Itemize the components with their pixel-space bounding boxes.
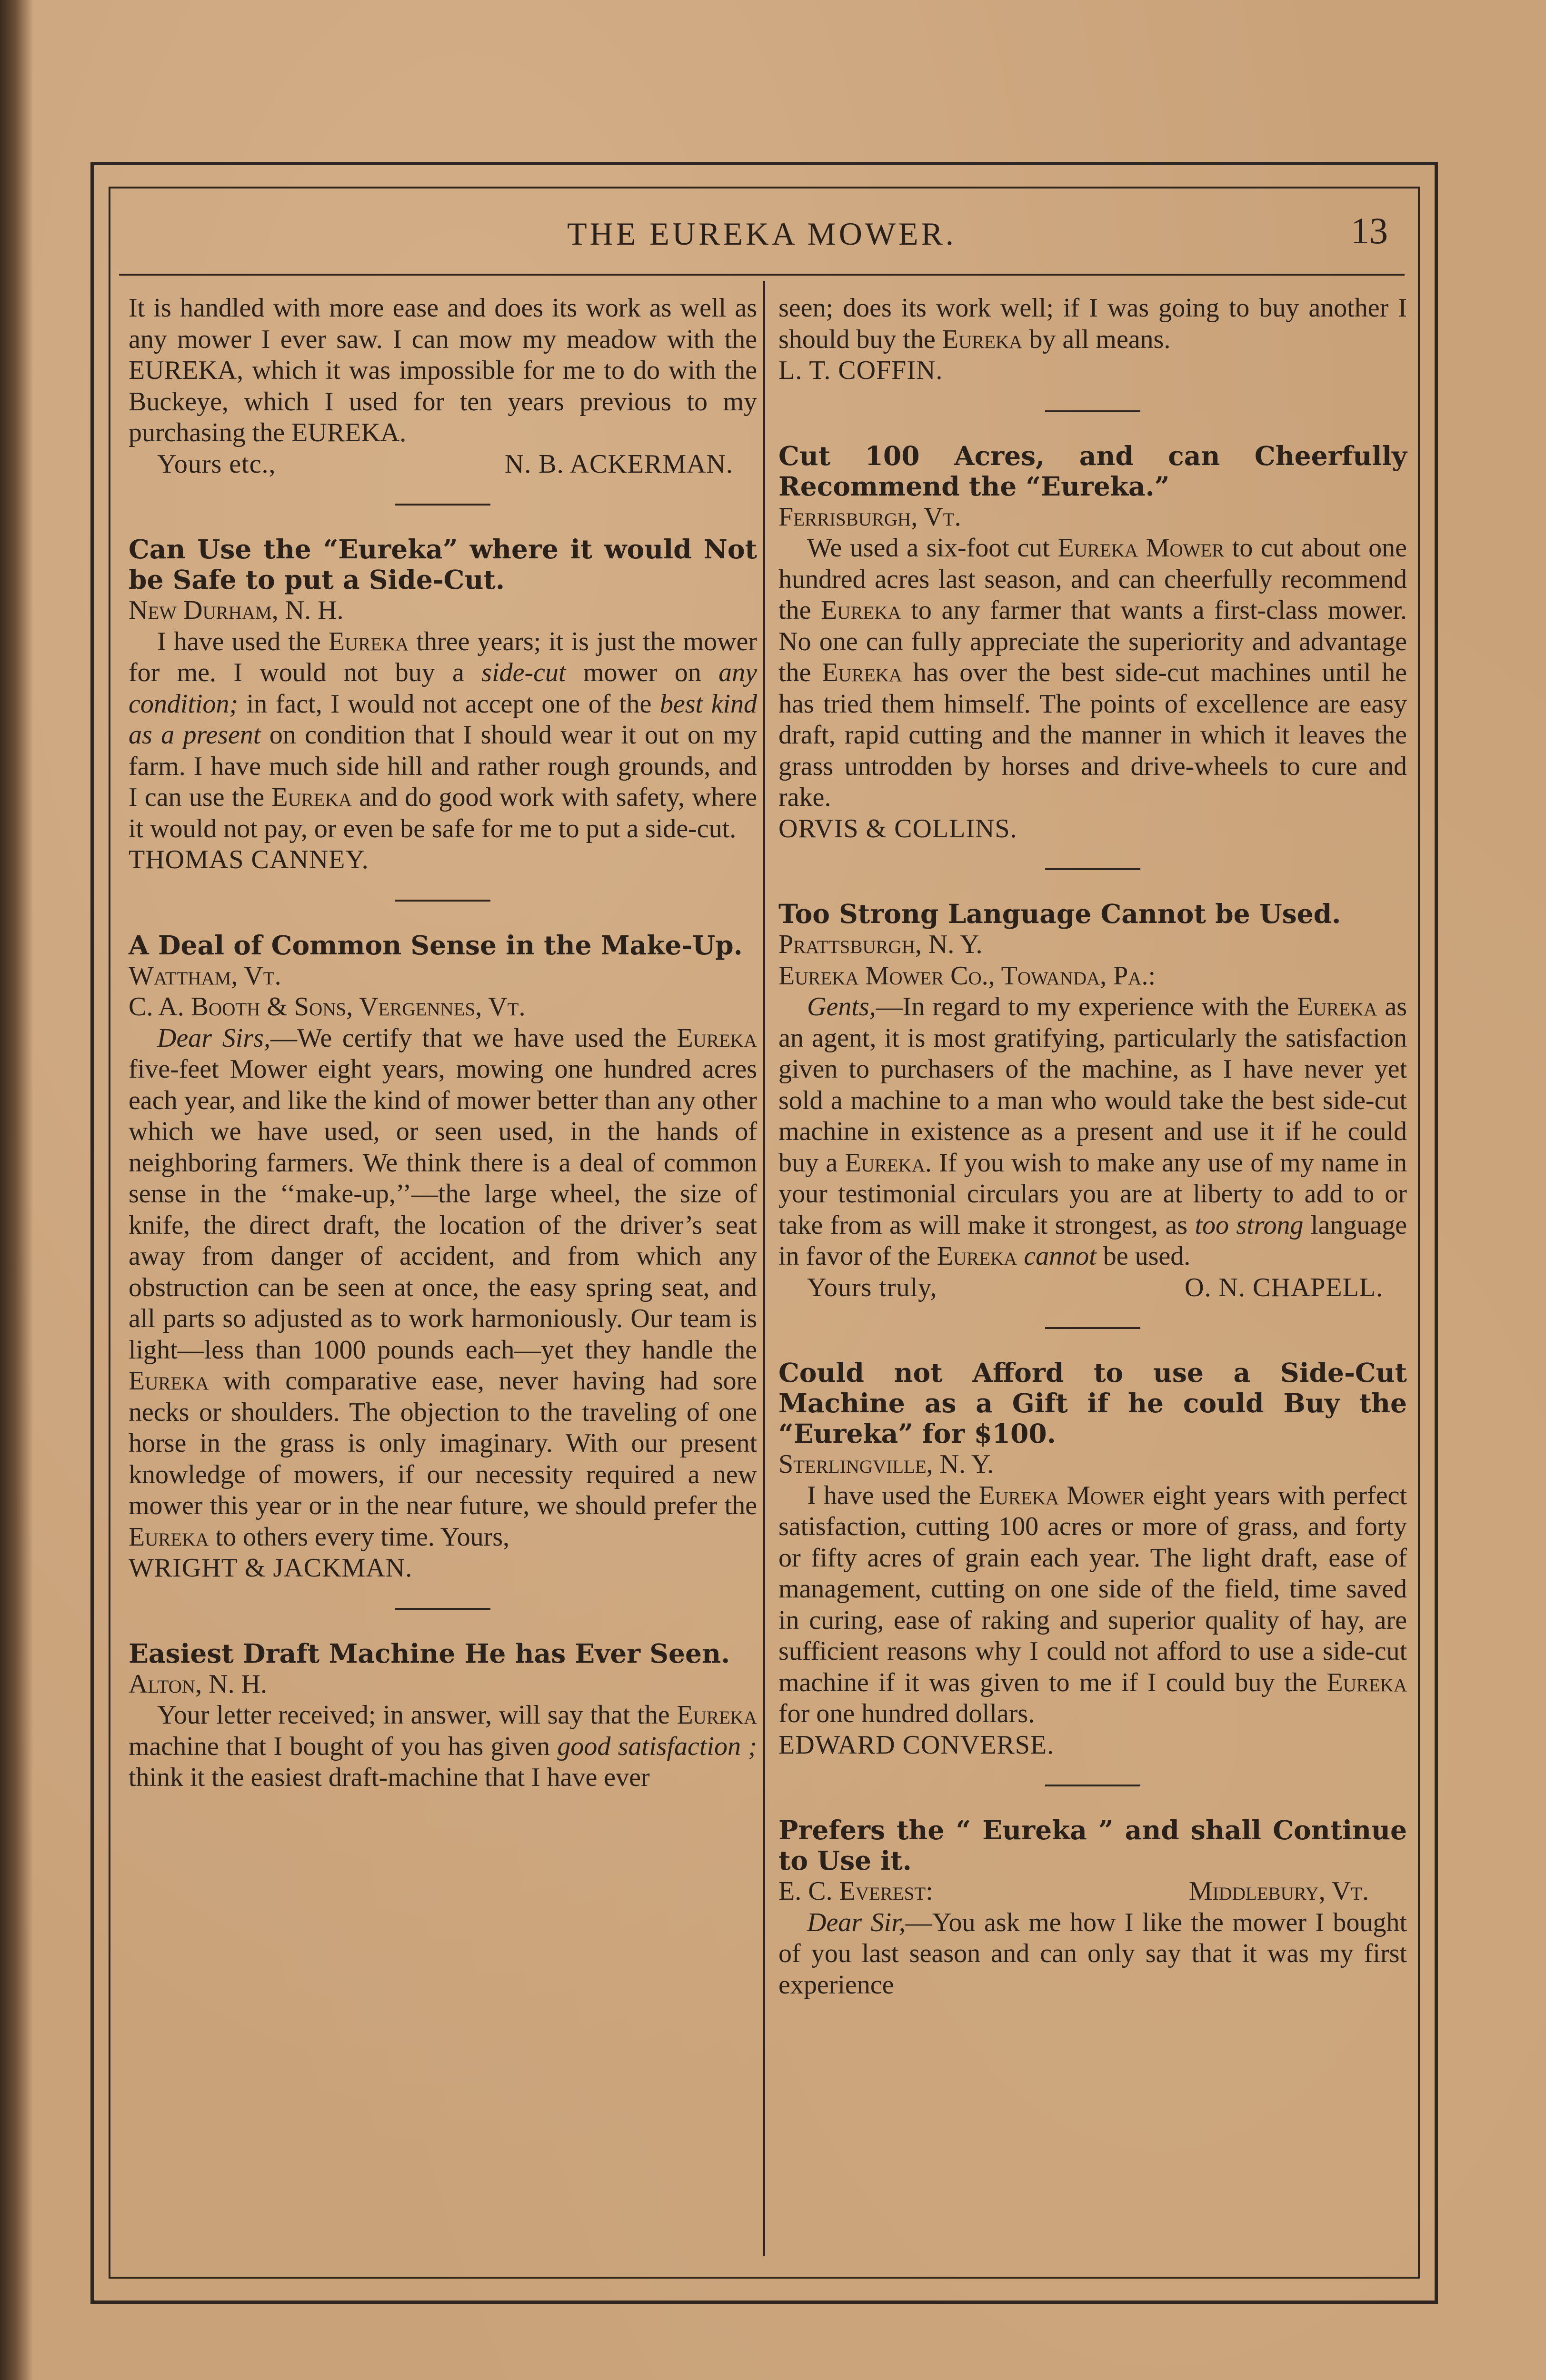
section-heading: Prefers the “ Eureka ” and shall Continue to Use it. <box>778 1815 1407 1876</box>
running-head <box>119 209 1405 267</box>
testimonial-wright-jackman <box>129 930 757 1584</box>
testimonial-orvis-collins <box>778 441 1407 845</box>
testimonial-chapell <box>778 899 1407 1303</box>
signature-line <box>778 1272 1407 1304</box>
section-rule <box>1045 410 1140 412</box>
place-line: Alton, N. H. <box>129 1669 268 1699</box>
place-line: Wattham, Vt. <box>129 961 281 991</box>
section-heading: Easiest Draft Machine He has Ever Seen. <box>129 1637 730 1669</box>
testimonial-canney <box>129 534 757 876</box>
section-rule <box>395 504 490 506</box>
place-line: New Durham, N. H. <box>129 595 344 625</box>
section-rule <box>395 1608 490 1610</box>
signature: THOMAS CANNEY. <box>129 845 369 874</box>
addressee-line: Eureka Mower Co., Towanda, Pa.: <box>778 961 1156 991</box>
section-heading: Too Strong Language Cannot be Used. <box>778 898 1341 929</box>
closing: Yours etc., <box>157 449 276 479</box>
section-rule <box>395 900 490 902</box>
testimonial-alton <box>129 1638 757 1794</box>
addressee-line: C. A. Booth & Sons, Vergennes, Vt. <box>129 992 526 1021</box>
signature: WRIGHT & JACKMAN. <box>129 1553 413 1583</box>
closing: Yours truly, <box>807 1272 938 1302</box>
header-rule <box>119 274 1405 276</box>
left-column <box>129 293 757 1794</box>
section-heading: Cut 100 Acres, and can Cheerfully Recommend the “Eureka.” <box>778 440 1407 502</box>
body-text: Dear Sirs,—We certify that we have used the Eureka five-feet Mower eight years, mowing one hundred acres each year, and like the kind of mower better than any other which we have used, or seen used, in the hands of neighboring farmers. We think there is a deal of common sense in the ‘‘make-up,’’—the large wheel, the size of knife, the direct draft, the location of the driver’s seat away from danger of accident, and from which any obstruction can be seen at once, the easy spring seat, and all parts so adjusted as to work harmoniously. Our team is light—less than 1000 pounds each—yet they handle the Eureka with comparative ease, never having had sore necks or shoulders. The objection to the traveling of one horse in the grass is only imaginary. With our present knowledge of mowers, if our necessity required a new mower this year or in the near future, we should prefer the Eureka to others every time. Yours, <box>129 1023 758 1552</box>
signature: N. B. ACKERMAN. <box>504 449 733 479</box>
signature: ORVIS & COLLINS. <box>778 813 1017 843</box>
page-number: 13 <box>1351 210 1388 251</box>
body-text: seen; does its work well; if I was going to buy another I should buy the Eureka by all means. <box>778 293 1407 354</box>
testimonial-coffin <box>778 293 1407 387</box>
place-line: Middlebury, Vt. <box>1188 1876 1369 1906</box>
testimonial-ackerman <box>129 293 757 480</box>
body-text: Gents,—In regard to my experience with the Eureka as an agent, it is most gratifying, particularly the satisfaction given to purchasers of the machine, as I have never yet sold a machine to a man who would take the best side-cut machine in existence as a present and use it if he could buy a Eureka. If you wish to make any use of my name in your testimonial circulars you are at liberty to add to or take from as will make it strongest, as too strong language in favor of the Eureka cannot be used. <box>778 992 1407 1271</box>
addressee-line <box>778 1876 1407 1907</box>
section-heading: A Deal of Common Sense in the Make-Up. <box>129 929 743 961</box>
signature: L. T. COFFIN. <box>778 356 943 385</box>
section-rule <box>1045 1785 1140 1786</box>
signature-line <box>129 449 757 480</box>
section-heading: Can Use the “Eureka” where it would Not be Safe to put a Side-Cut. <box>129 534 757 595</box>
section-heading: Could not Afford to use a Side-Cut Machine as a Gift if he could Buy the “Eureka” for $100. <box>778 1357 1407 1449</box>
body-text: It is handled with more ease and does its work as well as any mower I ever saw. I can mow my meadow with the EUREKA, which it was impossible for me to do with the Buckeye, which I used for ten years previous to my purchasing the EUREKA. <box>129 293 757 447</box>
body-text: Dear Sir,—You ask me how I like the mower I bought of you last season and can only say that it was my first experience <box>778 1907 1407 2000</box>
place-line: Ferrisburgh, Vt. <box>778 502 961 532</box>
section-rule <box>1045 868 1140 870</box>
section-rule <box>1045 1327 1140 1329</box>
place-line: Sterlingville, N. Y. <box>778 1449 994 1479</box>
place-line: Prattsburgh, N. Y. <box>778 930 983 959</box>
body-text: I have used the Eureka Mower eight years with perfect satisfaction, cutting 100 acres or more of grass, and forty or fifty acres of grain each year. The light draft, ease of management, cutting on one side of the field, time saved in curing, ease of raking and superior quality of hay, are sufficient reasons why I could not afford to use a side-cut machine if it was given to me if I could buy the Eureka for one hundred dollars. <box>778 1480 1407 1728</box>
column-divider <box>763 281 765 2256</box>
addressee: E. C. Everest: <box>778 1876 933 1906</box>
testimonial-everest <box>778 1815 1407 2001</box>
testimonial-converse <box>778 1358 1407 1761</box>
right-column <box>778 293 1407 2001</box>
body-text: We used a six-foot cut Eureka Mower to cut about one hundred acres last season, and can cheerfully recommend the Eureka to any farmer that wants a first-class mower. No one can fully appreciate the superiority and advantage the Eureka has over the best side-cut machines until he has tried them himself. The points of excellence are easy draft, rapid cutting and the manner in which it leaves the grass untrodden by horses and drive-wheels to cure and rake. <box>778 533 1407 812</box>
body-text: I have used the Eureka three years; it is just the mower for me. I would not buy a side-cut mower on any condition; in fact, I would not accept one of the best kind as a present on condition that I should wear it out on my farm. I have much side hill and rather rough grounds, and I can use the Eureka and do good work with safety, where it would not pay, or even be safe for me to put a side-cut. <box>129 626 758 843</box>
body-text: Your letter received; in answer, will say that the Eureka machine that I bought of you has given good satisfaction ; think it the easiest draft-machine that I have ever <box>129 1700 757 1792</box>
running-title: THE EUREKA MOWER. <box>567 216 957 252</box>
book-spine-shadow <box>0 0 33 2380</box>
signature: EDWARD CONVERSE. <box>778 1730 1055 1760</box>
signature: O. N. CHAPELL. <box>1185 1272 1383 1302</box>
